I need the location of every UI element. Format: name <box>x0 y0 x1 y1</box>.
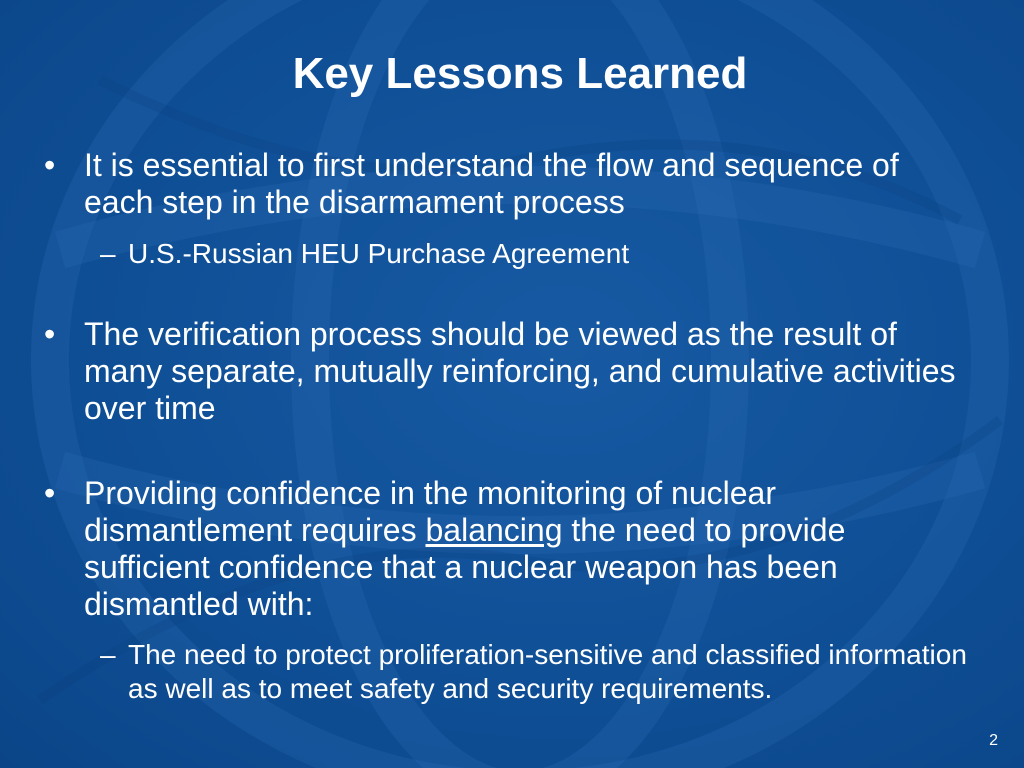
bullet-text: The verification process should be viewed as the result of many separate, mutually reinforcing, and cumulative activities over time <box>84 316 956 426</box>
bullet-marker: • <box>44 147 56 183</box>
page-number: 2 <box>989 732 998 749</box>
sub-bullet-marker: – <box>100 238 116 269</box>
sub-bullet-marker: – <box>100 639 116 670</box>
sub-bullet-item-1 <box>100 237 980 271</box>
sub-bullet-text: The need to protect proliferation-sensitive and classified information as well as to meet safety and security requirements. <box>128 639 967 704</box>
bullet-item-3 <box>44 475 974 623</box>
slide-title: Key Lessons Learned <box>292 49 748 98</box>
bullet-item-1 <box>44 147 974 221</box>
underlined-word: balancing <box>425 512 563 548</box>
bullet-text: It is essential to first understand the flow and sequence of each step in the disarmament process <box>84 147 899 220</box>
bullet-text <box>84 475 974 623</box>
sub-bullet-text: U.S.-Russian HEU Purchase Agreement <box>128 238 630 269</box>
sub-bullet-item-3 <box>100 638 980 706</box>
bullet-item-2 <box>44 316 974 427</box>
bullet-text-part: the need to provide sufficient confidence that a nuclear weapon has been dismantled with: <box>84 512 846 622</box>
bullet-text-part: Providing confidence in the monitoring of nuclear dismantlement requires <box>84 475 776 548</box>
bullet-marker: • <box>44 316 56 352</box>
bullet-marker: • <box>44 475 56 511</box>
